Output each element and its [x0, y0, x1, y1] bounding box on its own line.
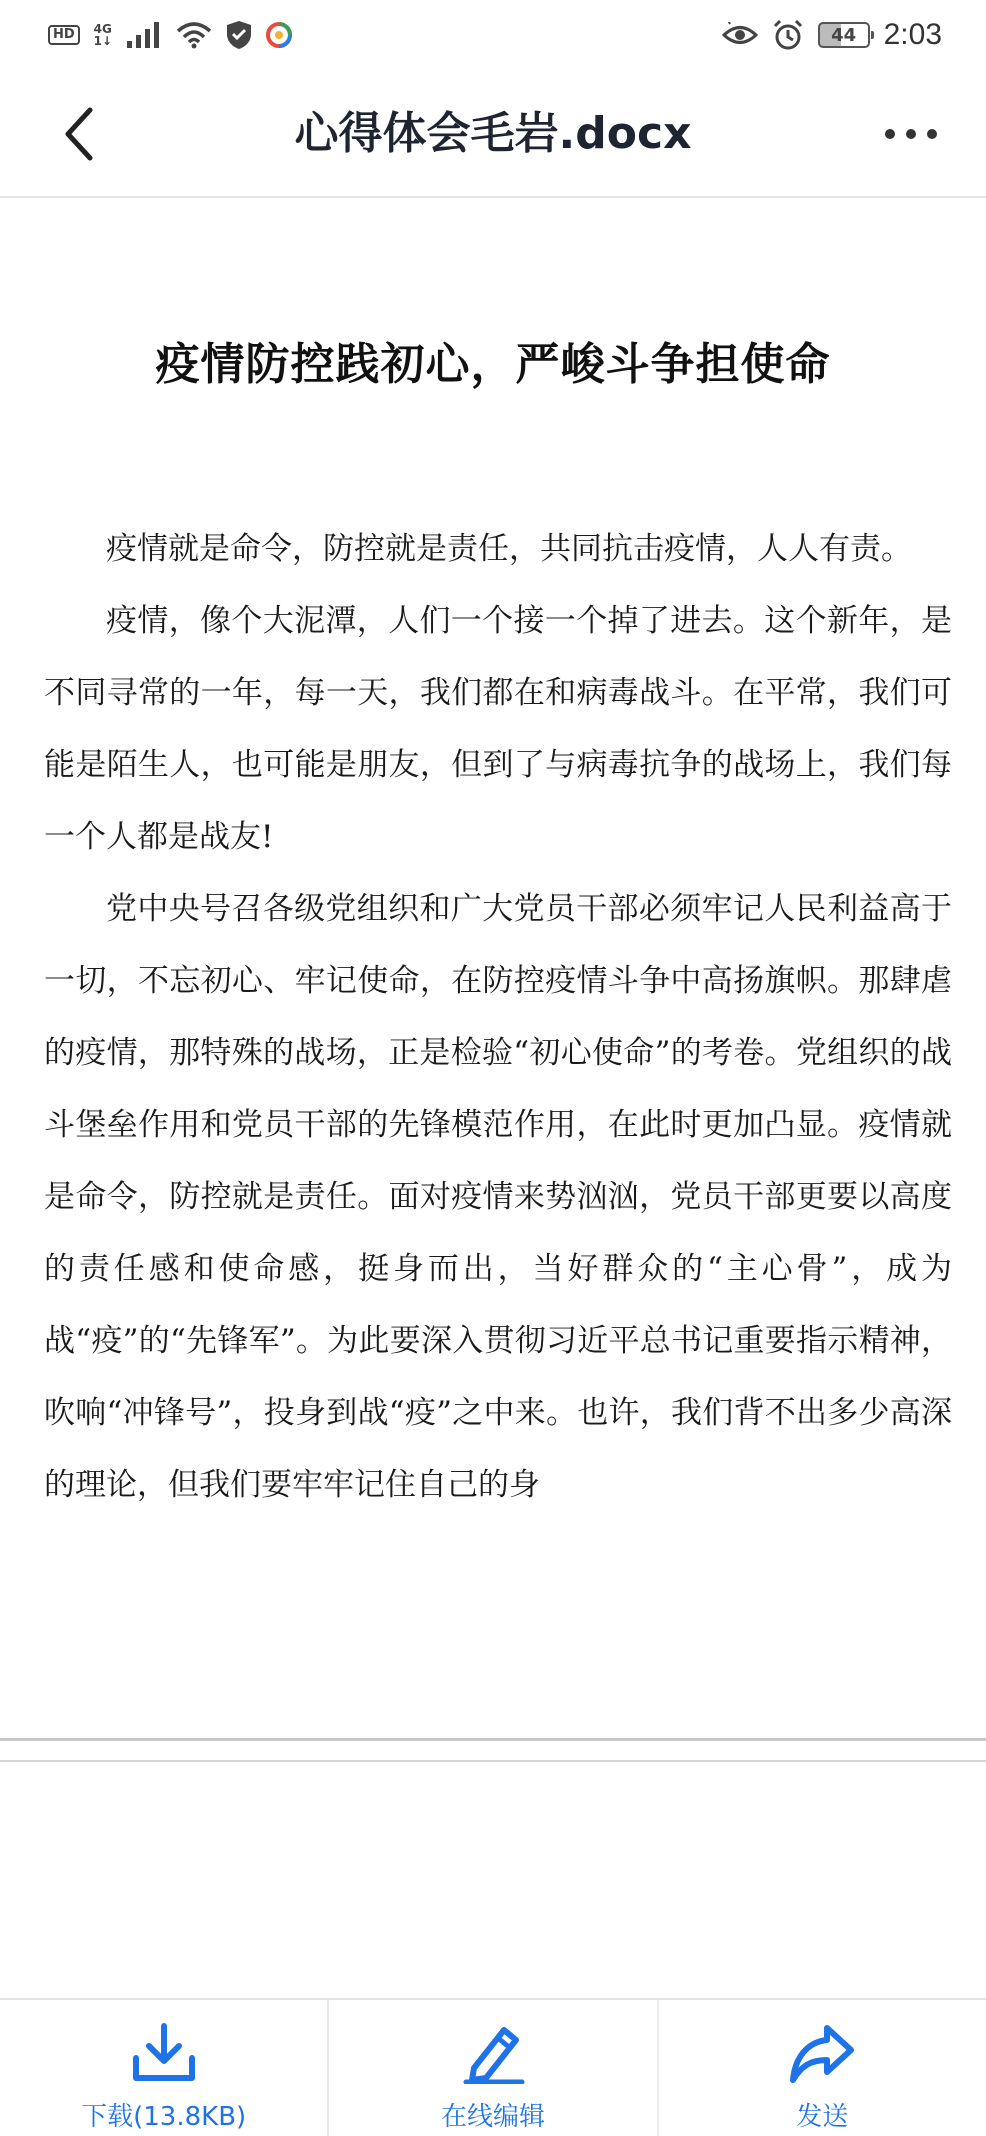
bottom-toolbar	[0, 1998, 986, 2136]
download-icon-wrap	[129, 2018, 199, 2088]
document-heading: 疫情防控践初心，严峻斗争担使命	[155, 339, 831, 390]
battery-indicator: 44	[818, 22, 870, 48]
status-left	[48, 20, 292, 50]
wifi-icon	[176, 21, 212, 49]
status-bar	[0, 0, 986, 70]
eye-comfort-icon	[722, 22, 758, 48]
clock: 2:03	[883, 18, 942, 51]
pencil-icon	[460, 2022, 526, 2084]
app-header	[0, 70, 986, 198]
document-body	[44, 513, 952, 1521]
page-divider	[0, 1738, 986, 1741]
more-options-button[interactable]	[876, 106, 946, 162]
page-divider-secondary	[0, 1760, 986, 1762]
network-type-bottom: 1↓	[93, 34, 113, 48]
network-type-top: 4G	[93, 22, 112, 36]
send-button[interactable]	[659, 2000, 986, 2136]
network-type	[94, 23, 112, 47]
edit-icon-wrap	[458, 2018, 528, 2088]
shield-icon	[226, 20, 252, 50]
send-icon-wrap	[787, 2018, 857, 2088]
app-notification-icon	[266, 22, 292, 48]
alarm-icon	[772, 19, 804, 51]
document-paragraph: 疫情，像个大泥潭，人们一个接一个掉了进去。这个新年，是不同寻常的一年，每一天，我们都在和病毒战斗。在平常，我们可能是陌生人，也可能是朋友，但到了与病毒抗争的战场上，我们每一个人都是战友!	[44, 603, 952, 855]
download-label: 下载(13.8KB)	[81, 2102, 247, 2132]
more-horizontal-icon	[883, 127, 939, 141]
download-icon	[131, 2022, 197, 2084]
online-edit-label: 在线编辑	[440, 2102, 545, 2132]
send-label: 发送	[796, 2102, 849, 2132]
document-paragraph: 疫情就是命令，防控就是责任，共同抗击疫情，人人有责。	[106, 531, 912, 567]
document-paragraph: 党中央号召各级党组织和广大党员干部必须牢记人民利益高于一切，不忘初心、牢记使命，在防控疫情斗争中高扬旗帜。那肆虐的疫情，那特殊的战场，正是检验“初心使命”的考卷。党组织的战斗堡垒作用和党员干部的先锋模范作用，在此时更加凸显。疫情就是命令，防控就是责任。面对疫情来势汹汹，党员干部更要以高度的责任感和使命感，挺身而出，当好群众的“主心骨”，成为战“疫”的“先锋军”。为此要深入贯彻习近平总书记重要指示精神，吹响“冲锋号”，投身到战“疫”之中来。也许，我们背不出多少高深的理论，但我们要牢牢记住自己的身	[44, 891, 952, 1503]
back-button[interactable]	[48, 102, 108, 166]
share-arrow-icon	[789, 2022, 855, 2084]
signal-icon	[126, 21, 162, 49]
document-viewer[interactable]	[0, 198, 986, 1738]
download-button[interactable]	[0, 2000, 329, 2136]
hd-indicator: HD	[48, 25, 80, 45]
chevron-left-icon	[60, 106, 96, 162]
page-title: 心得体会毛岩.docx	[294, 108, 692, 159]
status-right	[722, 18, 942, 52]
online-edit-button[interactable]	[329, 2000, 658, 2136]
